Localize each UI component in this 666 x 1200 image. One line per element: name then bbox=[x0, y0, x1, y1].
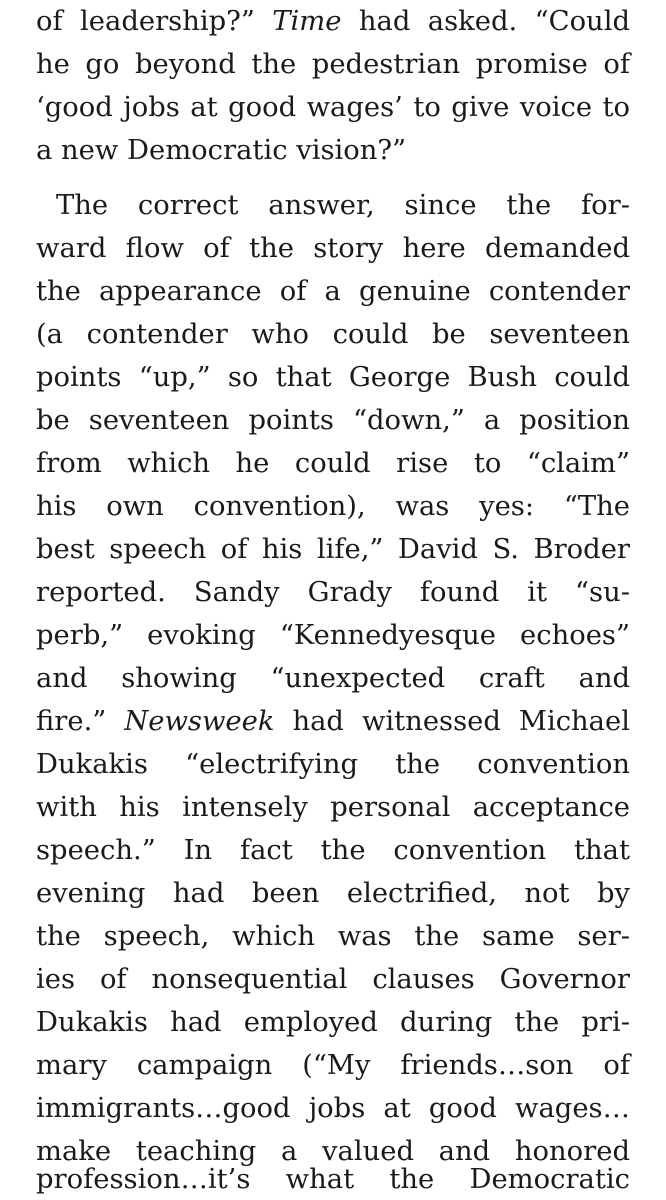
text-line: ward flow of the story here demanded bbox=[36, 233, 630, 264]
text-line: make teaching a valued and honored bbox=[36, 1136, 630, 1167]
text-line: from which he could rise to “claim” bbox=[36, 448, 630, 479]
text-line: reported. Sandy Grady found it “su- bbox=[36, 577, 630, 608]
text-line: ies of nonsequential clauses Governor bbox=[36, 964, 630, 995]
text-line: best speech of his life,” David S. Broder bbox=[36, 534, 630, 565]
italic-title-time: Time bbox=[272, 6, 342, 37]
text-line: and showing “unexpected craft and bbox=[36, 663, 630, 694]
text-line: the speech, which was the same ser- bbox=[36, 921, 630, 952]
italic-title-newsweek: Newsweek bbox=[124, 706, 275, 737]
text-line: ‘good jobs at good wages’ to give voice to bbox=[36, 92, 630, 123]
text-line: fire.” Newsweek had witnessed Michael bbox=[36, 706, 630, 737]
text-line: Dukakis had employed during the pri- bbox=[36, 1007, 630, 1038]
text-line: perb,” evoking “Kennedyesque echoes” bbox=[36, 620, 630, 651]
text-line: immigrants…good jobs at good wages… bbox=[36, 1093, 630, 1124]
text-line: (a contender who could be seventeen bbox=[36, 319, 630, 350]
text-line: of leadership?” Time had asked. “Could bbox=[36, 6, 630, 37]
text-line: mary campaign (“My friends…son of bbox=[36, 1050, 630, 1081]
text-line: be seventeen points “down,” a position bbox=[36, 405, 630, 436]
text-line: profession…it’s what the Democratic bbox=[36, 1164, 630, 1195]
text-line: with his intensely personal acceptance bbox=[36, 792, 630, 823]
text-line: the appearance of a genuine contender bbox=[36, 276, 630, 307]
text-line: a new Democratic vision?” bbox=[36, 135, 407, 166]
text-line: points “up,” so that George Bush could bbox=[36, 362, 630, 393]
text-line: he go beyond the pedestrian promise of bbox=[36, 49, 630, 80]
text-line: his own convention), was yes: “The bbox=[36, 491, 630, 522]
text-line: Dukakis “electrifying the convention bbox=[36, 749, 630, 780]
text-line: The correct answer, since the for- bbox=[56, 190, 630, 221]
text-line: evening had been electrified, not by bbox=[36, 878, 630, 909]
text-line: speech.” In fact the convention that bbox=[36, 835, 630, 866]
